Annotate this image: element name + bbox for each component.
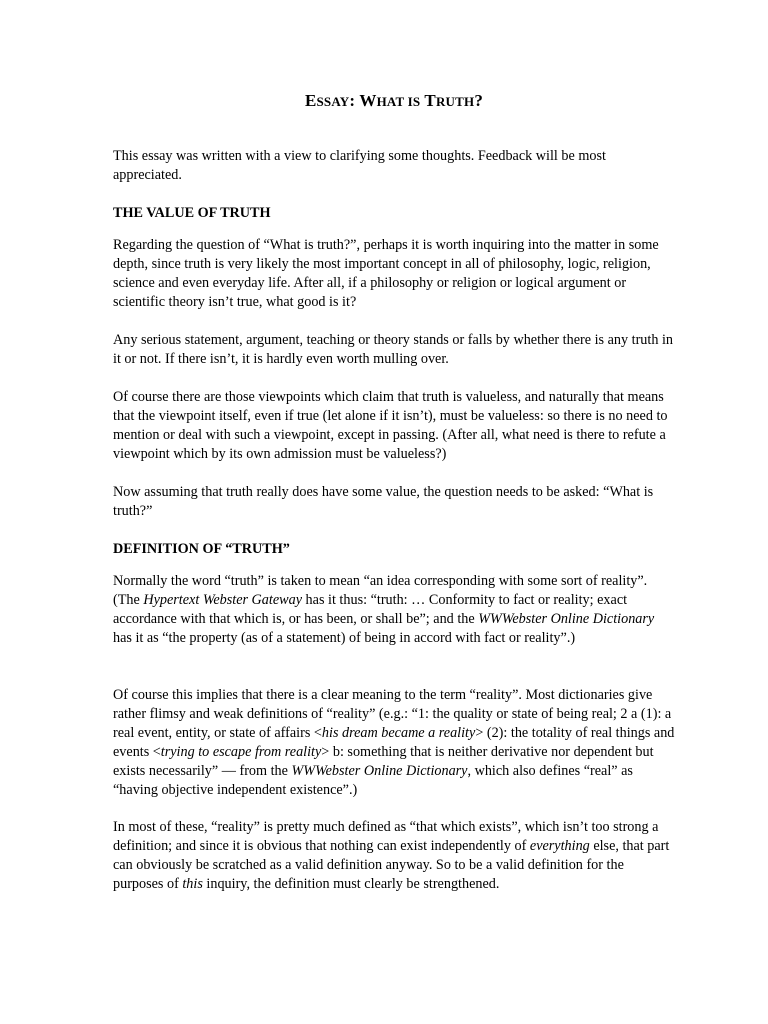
paragraph: Now assuming that truth really does have some value, the question needs to be asked: “What is truth?” bbox=[113, 484, 654, 519]
intro-paragraph: This essay was written with a view to clarifying some thoughts. Feedback will be most appreciated. bbox=[113, 148, 606, 183]
section-heading-value-of-truth: THE VALUE OF TRUTH bbox=[113, 205, 271, 221]
italic-emphasis: this bbox=[182, 875, 203, 892]
paragraph: Any serious statement, argument, teaching or theory stands or falls by whether there is any truth in it or not. If there isn’t, it is hardly even worth mulling over. bbox=[113, 332, 674, 367]
text-run: has it as “the property (as of a statement) of being in accord with fact or reality”.) bbox=[113, 629, 576, 646]
text-run: Of course this implies that there is a clear meaning to the term “reality”. Most dictionaries give rather flimsy and weak definitions of “reality” (e.g.: “1: the quality or state of being real; 2 a (1): a real event, entity, or state of affairs < bbox=[113, 687, 672, 741]
title-part: : W bbox=[349, 91, 377, 110]
title-part: HAT IS bbox=[376, 94, 421, 109]
italic-emphasis: everything bbox=[529, 837, 590, 854]
essay-title bbox=[113, 91, 675, 111]
title-part: T bbox=[420, 91, 436, 110]
title-part: SSAY bbox=[316, 94, 350, 109]
italic-title: WWWebster Online Dictionary bbox=[478, 610, 655, 627]
title-part: E bbox=[304, 91, 317, 110]
text-run: > (2): the totality of real things and events < bbox=[113, 724, 675, 760]
text-run: , which also defines “real” as “having objective independent existence”.) bbox=[113, 762, 633, 798]
text-run: In most of these, “reality” is pretty much defined as “that which exists”, which isn’t too strong a definition; and since it is obvious that nothing can exist independently of bbox=[113, 819, 659, 854]
paragraph bbox=[113, 572, 675, 648]
italic-title: Hypertext Webster Gateway bbox=[143, 591, 302, 608]
italic-example: trying to escape from reality bbox=[160, 743, 322, 760]
section-heading-definition-of-truth: DEFINITION OF “TRUTH” bbox=[113, 541, 290, 557]
paragraph bbox=[113, 686, 675, 799]
title-part: RUTH bbox=[435, 94, 475, 109]
paragraph bbox=[113, 818, 675, 894]
text-run: > b: something that is neither derivative nor dependent but exists necessarily” — from the bbox=[113, 743, 654, 779]
text-run: else, that part can obviously be scratched as a valid definition anyway. So to be a valid definition for the purposes of bbox=[113, 837, 670, 892]
italic-title: WWWebster Online Dictionary bbox=[291, 762, 468, 779]
italic-example: his dream became a reality bbox=[321, 724, 476, 741]
paragraph: Of course there are those viewpoints which claim that truth is valueless, and naturally that means that the viewpoint itself, even if true (let alone if it isn’t), must be valueless: so there is no need to mention or deal with such a viewpoint, except in passing. (After all, what need is there to refute a viewpoint which by its own admission must be valueless?) bbox=[113, 389, 668, 462]
title-part: ? bbox=[474, 91, 484, 110]
paragraph: Regarding the question of “What is truth?”, perhaps it is worth inquiring into the matter in some depth, since truth is very likely the most important concept in all of philosophy, logic, religion, science and even everyday life. After all, if a philosophy or religion or logical argument or scientific theory isn’t true, what good is it? bbox=[113, 237, 659, 310]
text-run: has it thus: “truth: … Conformity to fact or reality; exact accordance with that which is, or has been, or shall be”; and the bbox=[113, 591, 628, 627]
text-run: inquiry, the definition must clearly be strengthened. bbox=[202, 875, 500, 892]
text-run: Normally the word “truth” is taken to mean “an idea corresponding with some sort of reality”. (The bbox=[113, 573, 648, 608]
